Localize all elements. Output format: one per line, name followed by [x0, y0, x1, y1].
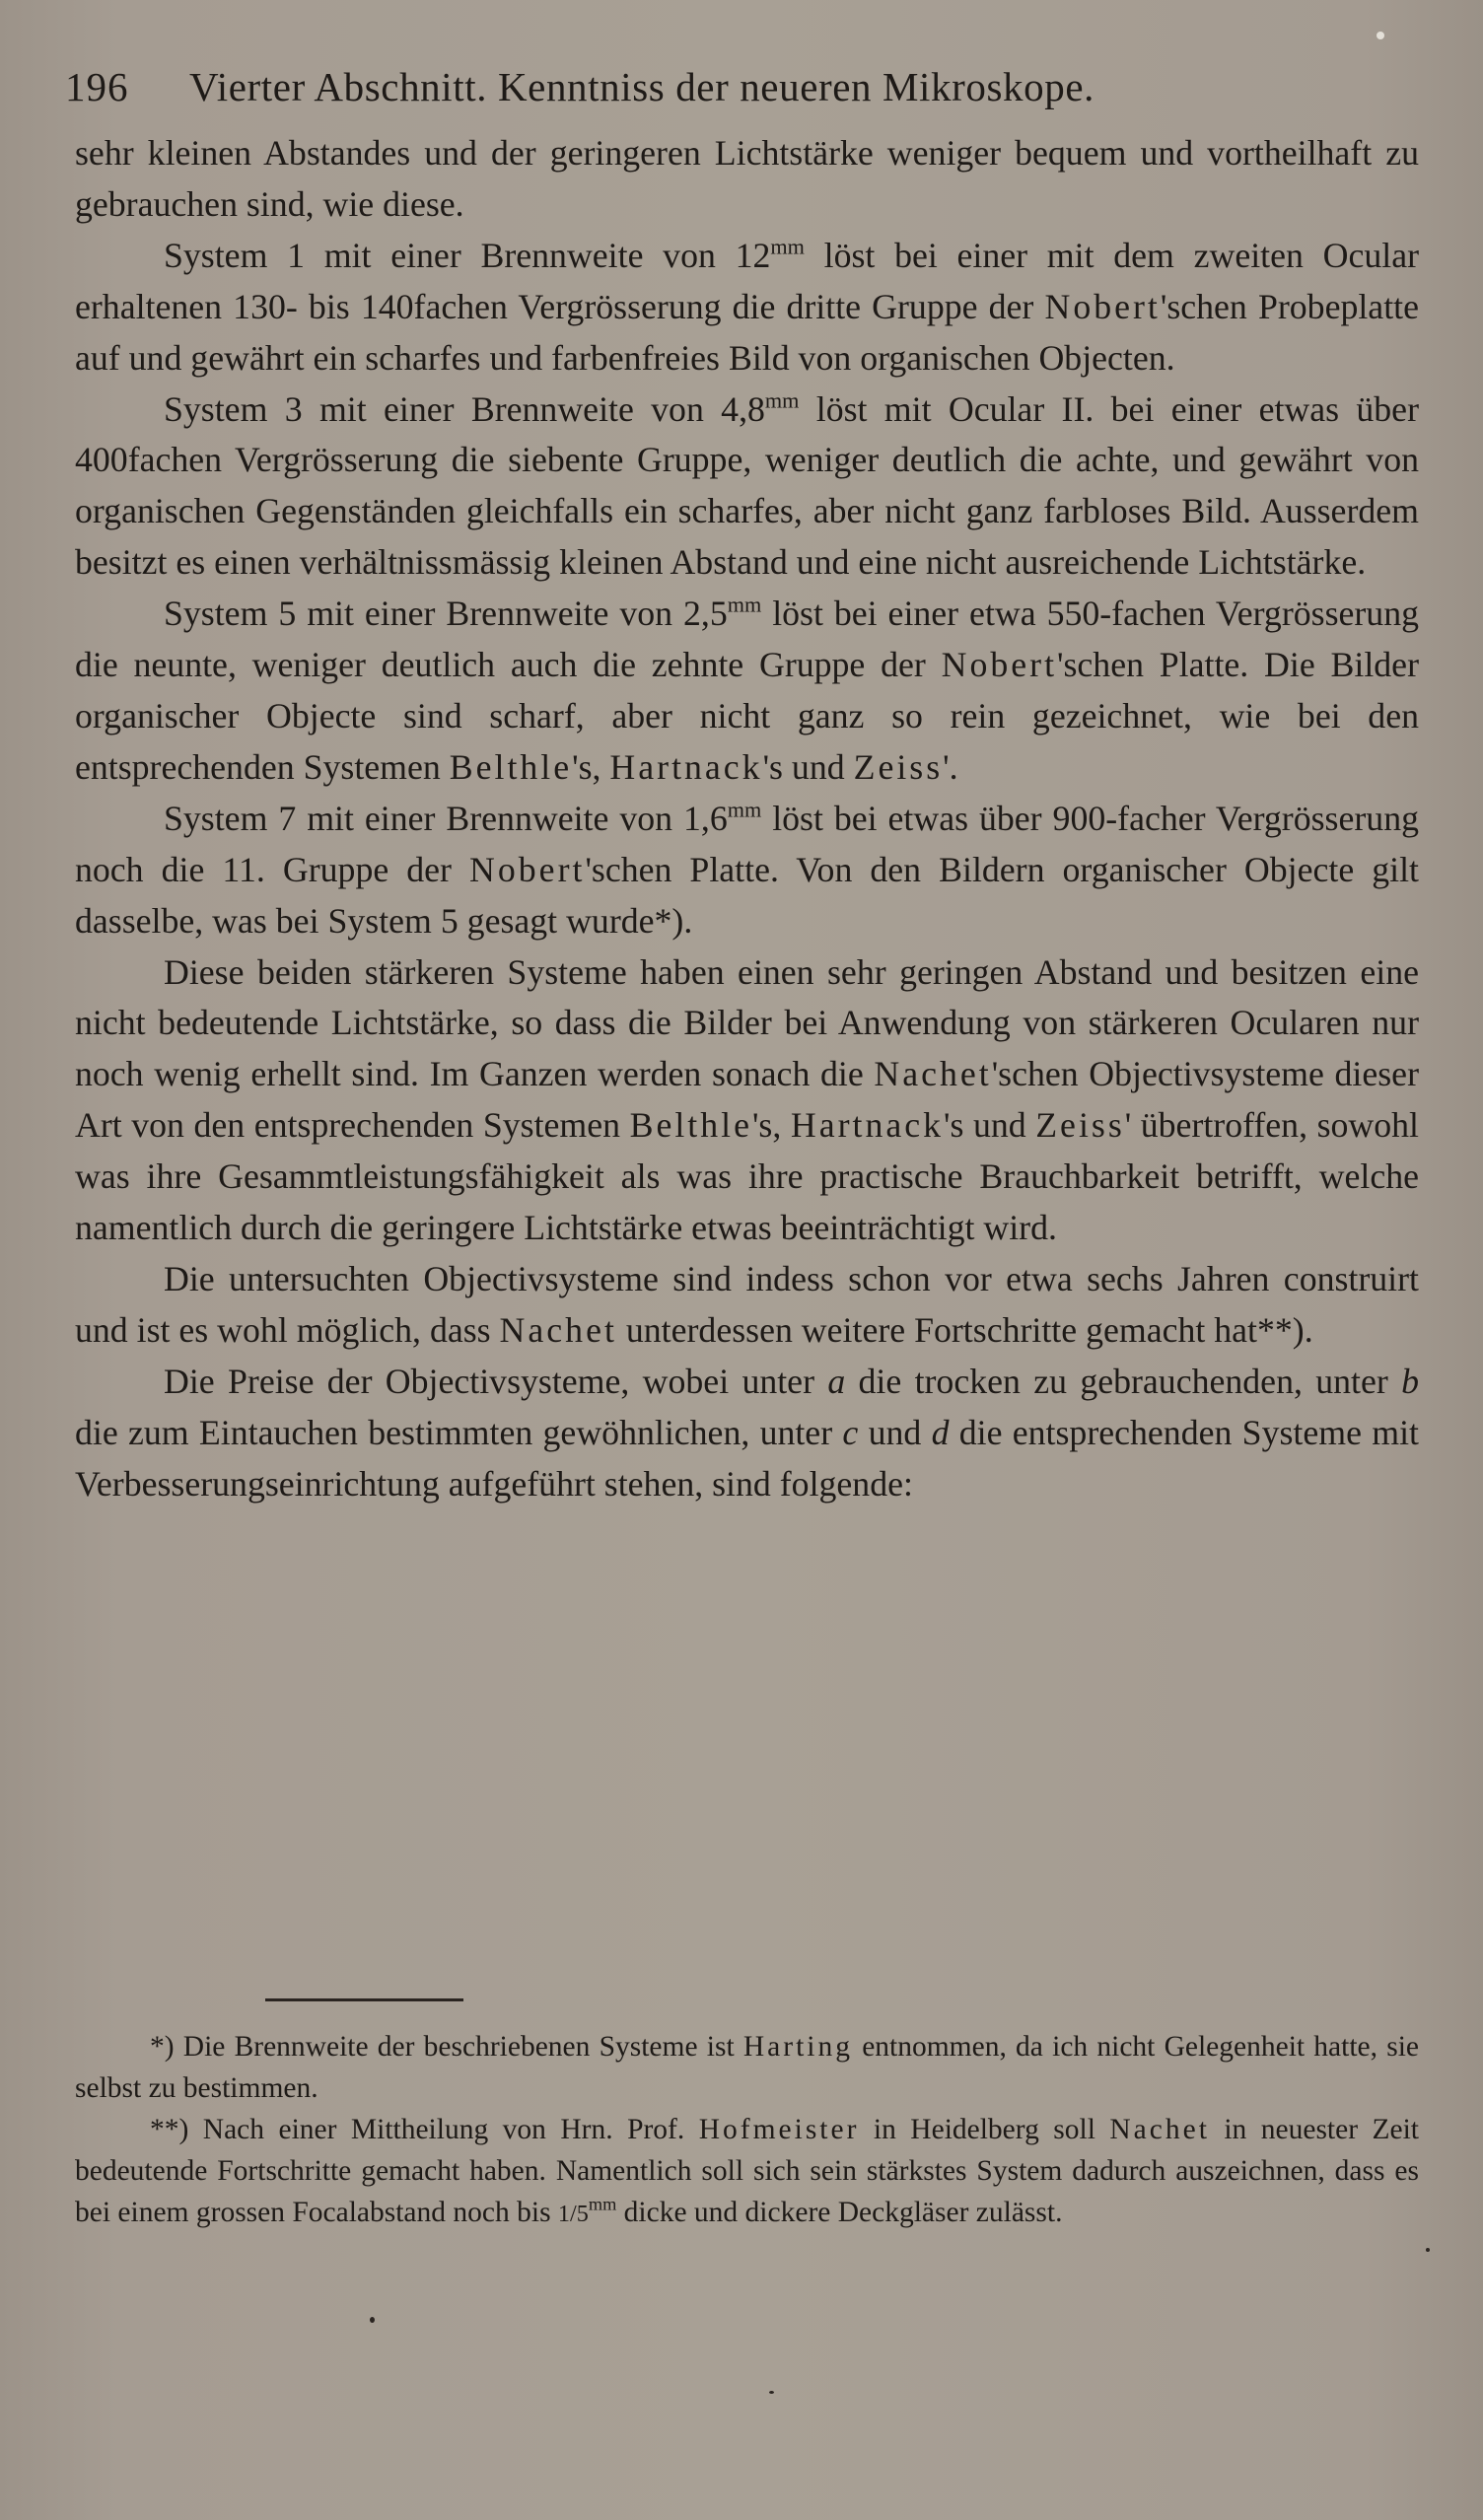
text-run: in Heidelberg soll — [859, 2114, 1110, 2145]
text-run: ' übertroffen, sowohl was ihre Gesammtleistungsfähigkeit als was ihre practische Brauchbarkeit betrifft, welche namentlich durch die geringere Lichtstärke etwas beeinträchtigt wird. — [75, 1105, 1419, 1248]
text-run: d — [931, 1412, 950, 1452]
paragraph — [75, 1357, 1419, 1510]
text-run: in neuester Zeit bedeutende Fortschritte gemacht haben. Namentlich soll sich sein stärkstes System dadurch auszeichnen, dass es bei einem grossen Focalabstand noch bis — [75, 2114, 1419, 2228]
spaced-name: Zeiss — [1035, 1105, 1125, 1146]
text-run: 'schen Probeplatte auf und gewährt ein scharfes und farbenfreies Bild von organischen Objecten. — [75, 286, 1419, 378]
text-run: mm — [727, 592, 762, 617]
text-run: unterdessen weitere Fortschritte gemacht hat**). — [616, 1309, 1313, 1350]
page-number: 196 — [65, 64, 129, 109]
text-run: die entsprechenden Systeme mit Verbesserungseinrichtung aufgeführt stehen, sind folgende: — [75, 1412, 1419, 1504]
text-run: c — [842, 1412, 859, 1452]
text-run: Die Preise der Objectivsysteme, wobei unter — [164, 1361, 828, 1401]
text-run: mm — [770, 234, 805, 259]
text-run: entnommen, da ich nicht Gelegenheit hatte, sie selbst zu bestimmen. — [75, 2031, 1419, 2104]
main-text — [75, 128, 1419, 1509]
spaced-name: Nachet — [874, 1054, 992, 1094]
text-run: Diese beiden stärkeren Systeme haben einen sehr geringen Abstand und besitzen eine nicht bedeutende Lichtstärke, so dass die Bilder bei Anwendung von stärkeren Ocularen nur noch wenig erhellt sind. Im Ganzen werden sonach die — [75, 951, 1419, 1094]
ink-speck — [370, 2317, 375, 2323]
text-run: Die untersuchten Objectivsysteme sind indess schon vor etwa sechs Jahren construirt und ist es wohl möglich, dass — [75, 1258, 1419, 1350]
text-run: löst bei einer etwa 550-fachen Vergrösserung die neunte, weniger deutlich auch die zehnte Gruppe der — [75, 594, 1420, 685]
text-run: System 3 mit einer Brennweite von 4,8 — [164, 388, 765, 429]
paragraph — [75, 947, 1419, 1254]
text-run: 'schen Platte. Von den Bildern organischer Objecte gilt dasselbe, was bei System 5 gesagt wurde*). — [75, 849, 1419, 941]
text-run: mm — [727, 797, 762, 822]
text-run: sehr kleinen Abstandes und der geringeren Lichtstärke weniger bequem und vortheilhaft zu gebrauchen sind, wie diese. — [75, 133, 1419, 224]
text-run: System 7 mit einer Brennweite von 1,6 — [164, 798, 728, 838]
paragraph — [75, 589, 1419, 794]
text-run: dicke und dickere Deckgläser zulässt. — [616, 2197, 1063, 2228]
spaced-name: Belthle — [449, 746, 573, 787]
spaced-name: Zeiss — [853, 746, 944, 787]
spaced-name: Nachet — [1109, 2114, 1210, 2145]
text-run: mm — [588, 2194, 617, 2214]
paragraph — [75, 128, 1419, 231]
text-run: a — [827, 1361, 846, 1401]
text-run: 's, — [572, 746, 610, 787]
text-run: **) Nach einer Mittheilung von Hrn. Prof. — [150, 2114, 699, 2145]
spaced-name: Hartnack — [790, 1105, 945, 1146]
text-run: System 1 mit einer Brennweite von 12 — [164, 235, 771, 275]
text-run: System 5 mit einer Brennweite von 2,5 — [164, 594, 728, 634]
spaced-name: Hofmeister — [698, 2114, 860, 2145]
footnotes — [75, 2026, 1419, 2235]
text-run: und — [858, 1412, 932, 1452]
spaced-name: Hartnack — [609, 746, 763, 787]
text-run: die trocken zu gebrauchenden, unter — [845, 1361, 1402, 1401]
text-run: 's, — [751, 1105, 791, 1146]
paragraph — [75, 1254, 1419, 1357]
text-run: '. — [943, 746, 958, 787]
page-header — [65, 55, 1426, 118]
spaced-name: Nobert — [469, 849, 586, 889]
text-run: 'schen Objectivsysteme dieser Art von den entsprechenden Systemen — [75, 1054, 1419, 1146]
paragraph — [75, 794, 1419, 947]
text-run: 1/5 — [557, 2201, 589, 2227]
spaced-name: Nobert — [1044, 286, 1161, 326]
text-run: 'schen Platte. Die Bilder organischer Objecte sind scharf, aber nicht ganz so rein gezeichnet, wie bei den entsprechenden Systemen — [75, 645, 1419, 787]
paragraph — [75, 385, 1419, 590]
text-run: die zum Eintauchen bestimmten gewöhnlichen, unter — [75, 1412, 843, 1452]
spaced-name: Nobert — [941, 645, 1058, 685]
spaced-name: Harting — [742, 2031, 853, 2063]
ink-speck — [769, 2391, 774, 2394]
text-run: löst bei etwas über 900-facher Vergrösserung noch die 11. Gruppe der — [75, 798, 1419, 889]
text-run: 's und — [944, 1105, 1036, 1146]
paragraph — [75, 231, 1419, 385]
spaced-name: Nachet — [499, 1309, 617, 1350]
footnote — [75, 2026, 1419, 2109]
text-run: 's und — [762, 746, 854, 787]
running-head: Vierter Abschnitt. Kenntniss der neueren Mikroskope. — [189, 64, 1095, 109]
footnote — [75, 2109, 1419, 2235]
text-run: *) Die Brennweite der beschriebenen Systeme ist — [150, 2031, 743, 2063]
paper-spot — [1377, 32, 1384, 39]
ink-speck — [1426, 2248, 1430, 2252]
footnote-rule — [265, 1998, 463, 2001]
text-run: b — [1401, 1361, 1419, 1401]
text-run: mm — [764, 386, 800, 412]
text-run: löst bei einer mit dem zweiten Ocular erhaltenen 130- bis 140fachen Vergrösserung die dritte Gruppe der — [75, 235, 1420, 326]
spaced-name: Belthle — [629, 1105, 752, 1146]
text-run: löst mit Ocular II. bei einer etwas über 400fachen Vergrösserung die siebente Gruppe, weniger deutlich die achte, und gewährt von organischen Gegenständen gleichfalls ein scharfes, aber nicht ganz farbloses Bild. Ausserdem besitzt es einen verhältnissmässig kleinen Abstand und eine nicht ausreichende Lichtstärke. — [75, 388, 1419, 583]
